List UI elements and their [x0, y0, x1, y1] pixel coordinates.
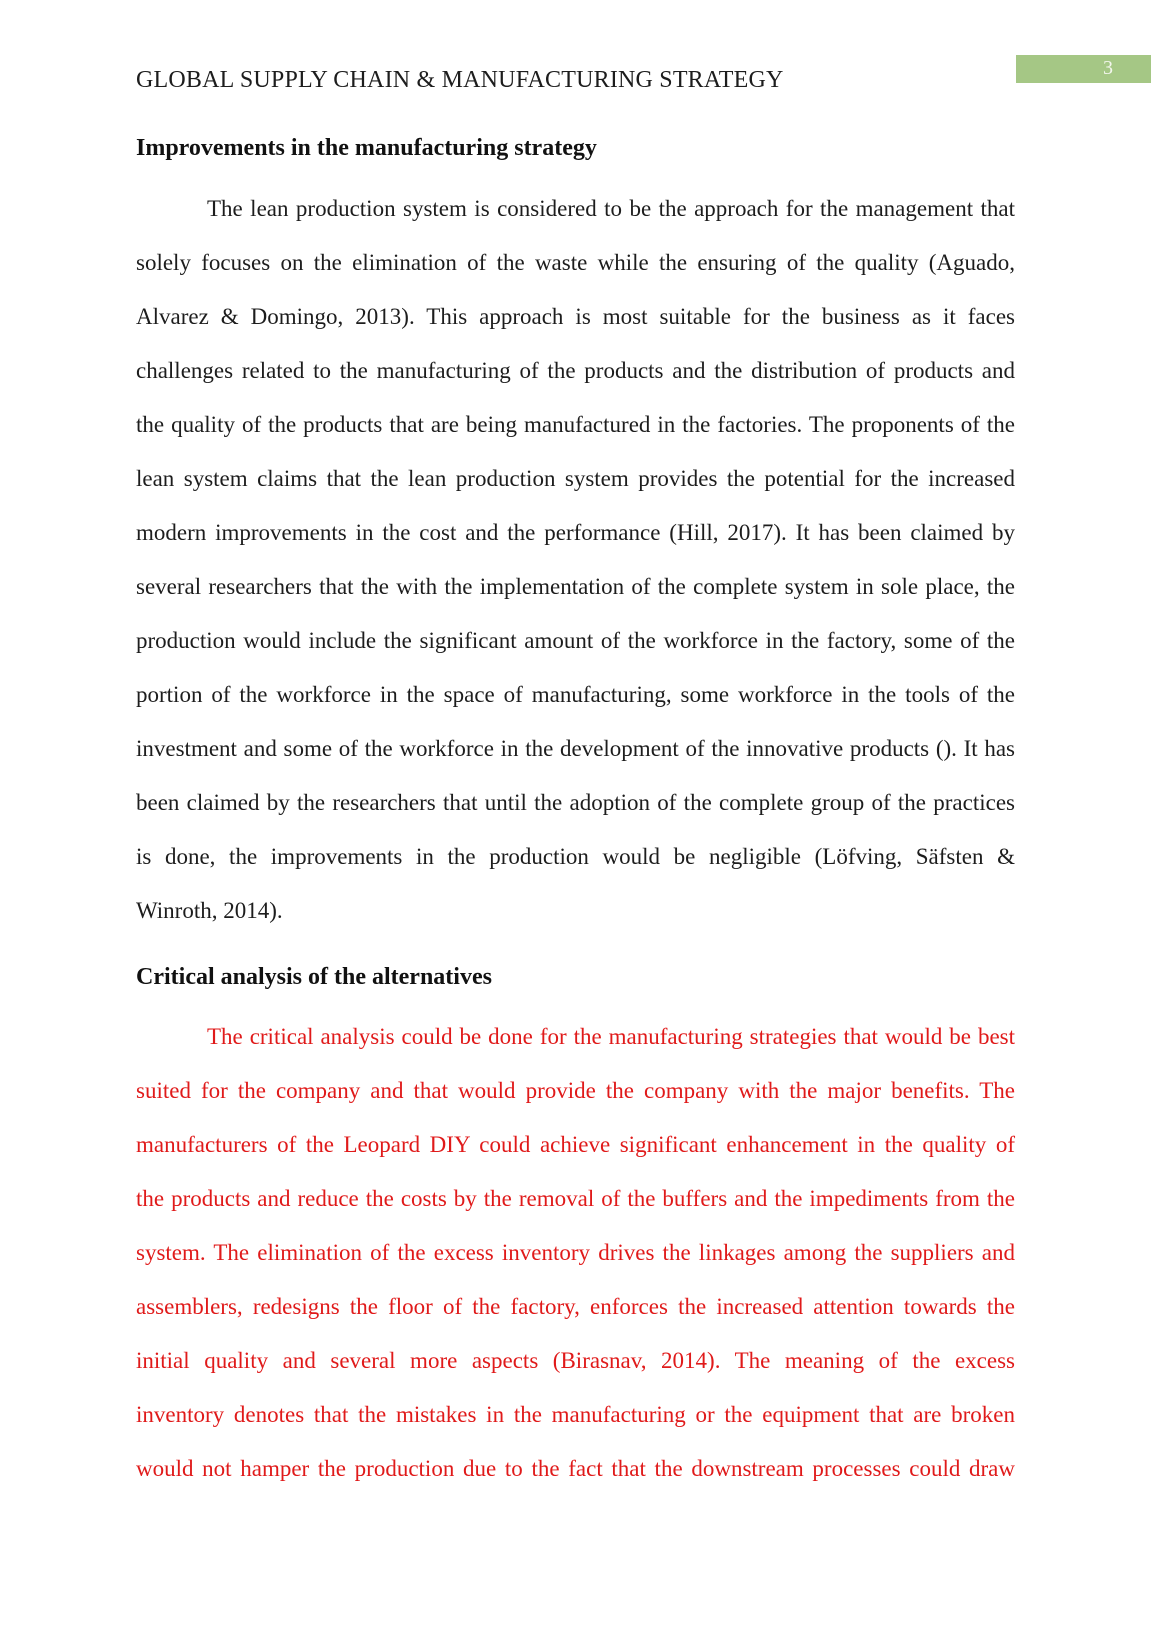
- text-line: initial quality and several more aspects (Birasnav, 2014). The meaning of the excess: [136, 1348, 1015, 1373]
- text-line: modern improvements in the cost and the performance (Hill, 2017). It has been claimed by: [136, 520, 1015, 545]
- text-line: the quality of the products that are being manufactured in the factories. The proponents of the: [136, 412, 1015, 437]
- section-heading-critical-analysis: Critical analysis of the alternatives: [136, 964, 492, 990]
- text-line: the products and reduce the costs by the removal of the buffers and the impediments from the: [136, 1186, 1015, 1211]
- text-line: Winroth, 2014).: [136, 898, 283, 923]
- text-line: solely focuses on the elimination of the waste while the ensuring of the quality (Aguado,: [136, 250, 1015, 275]
- text-line: portion of the workforce in the space of manufacturing, some workforce in the tools of the: [136, 682, 1015, 707]
- running-head: GLOBAL SUPPLY CHAIN & MANUFACTURING STRATEGY: [136, 67, 784, 93]
- text-line: is done, the improvements in the production would be negligible (Löfving, Säfsten &: [136, 844, 1015, 869]
- page-number: 3: [1103, 57, 1113, 79]
- text-line: would not hamper the production due to the fact that the downstream processes could draw: [136, 1456, 1015, 1481]
- text-line: lean system claims that the lean production system provides the potential for the increased: [136, 466, 1015, 491]
- section-heading-improvements: Improvements in the manufacturing strategy: [136, 135, 597, 161]
- text-line: The lean production system is considered to be the approach for the management that: [207, 196, 1015, 221]
- text-line: challenges related to the manufacturing of the products and the distribution of products and: [136, 358, 1015, 383]
- text-line: several researchers that the with the implementation of the complete system in sole place, the: [136, 574, 1015, 599]
- paragraph-critical-analysis: [136, 1010, 1015, 1496]
- text-line: investment and some of the workforce in the development of the innovative products (). It has: [136, 736, 1015, 761]
- text-line: The critical analysis could be done for the manufacturing strategies that would be best: [207, 1024, 1015, 1049]
- text-line: Alvarez & Domingo, 2013). This approach is most suitable for the business as it faces: [136, 304, 1015, 329]
- page-number-badge: [1016, 55, 1151, 83]
- text-line: been claimed by the researchers that until the adoption of the complete group of the practices: [136, 790, 1015, 815]
- text-line: assemblers, redesigns the floor of the factory, enforces the increased attention towards the: [136, 1294, 1015, 1319]
- text-line: inventory denotes that the mistakes in the manufacturing or the equipment that are broken: [136, 1402, 1015, 1427]
- text-line: manufacturers of the Leopard DIY could achieve significant enhancement in the quality of: [136, 1132, 1015, 1157]
- text-line: production would include the significant amount of the workforce in the factory, some of the: [136, 628, 1015, 653]
- text-line: suited for the company and that would provide the company with the major benefits. The: [136, 1078, 1015, 1103]
- paragraph-improvements: [136, 182, 1015, 938]
- text-line: system. The elimination of the excess inventory drives the linkages among the suppliers and: [136, 1240, 1015, 1265]
